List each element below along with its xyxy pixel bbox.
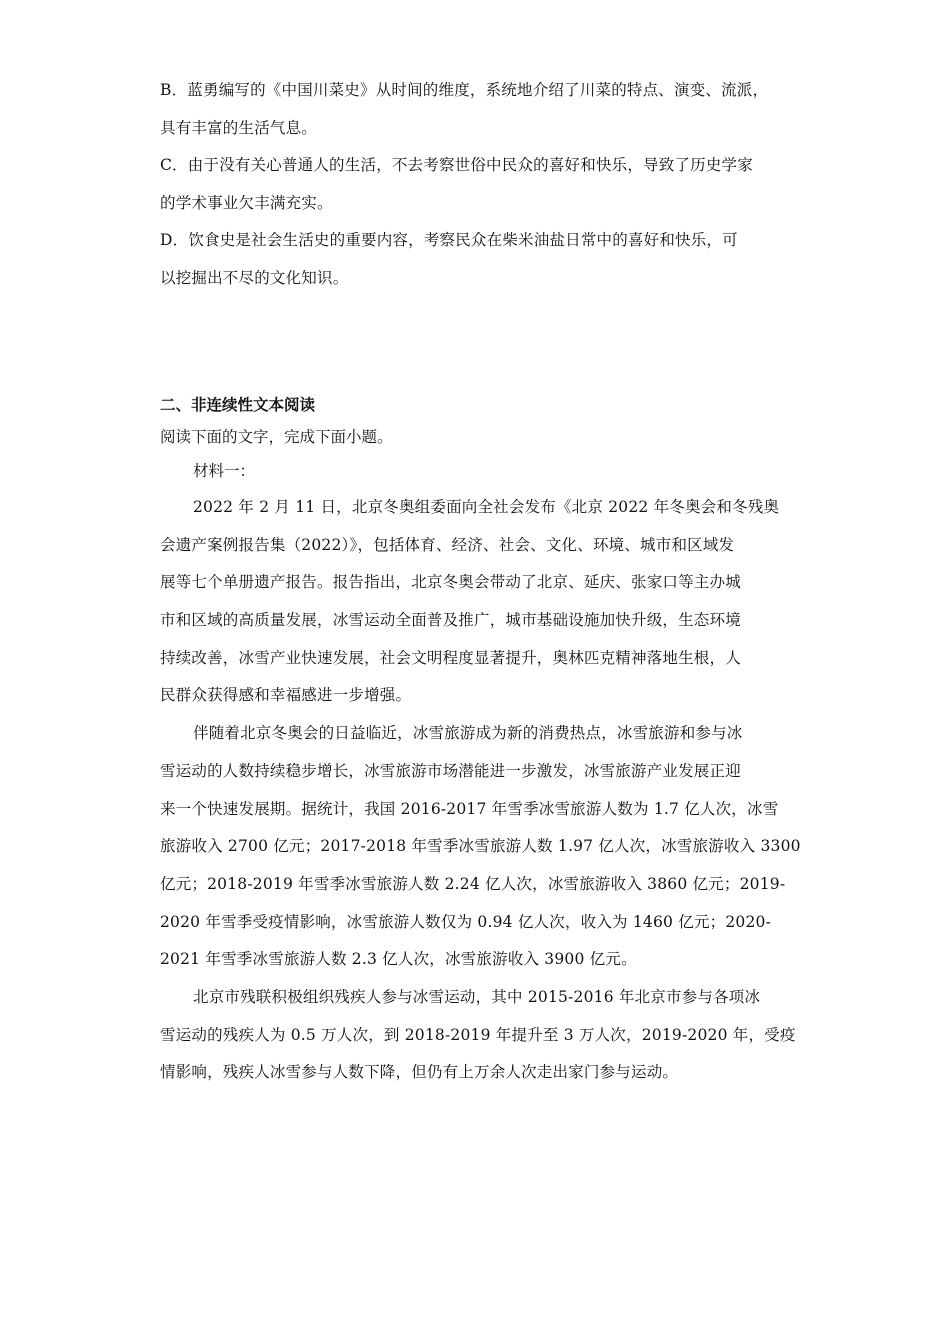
option-line: D．饮食史是社会生活史的重要内容，考察民众在柴米油盐日常中的喜好和快乐，可 xyxy=(160,231,738,249)
reading-prompt: 阅读下面的文字，完成下面小题。 xyxy=(160,428,393,446)
paragraph-2 xyxy=(160,715,800,979)
paragraph-line: 2022 年 2 月 11 日，北京冬奥组委面向全社会发布《北京 2022 年冬奥会和冬残奥 xyxy=(193,498,780,516)
section-spacer xyxy=(160,297,800,389)
paragraph-1 xyxy=(160,489,800,715)
paragraph-line: 北京市残联积极组织残疾人参与冰雪运动，其中 2015-2016 年北京市参与各项冰 xyxy=(193,987,761,1006)
paragraph-line: 2021 年雪季冰雪旅游人数 2.3 亿人次，冰雪旅游收入 3900 亿元。 xyxy=(160,950,637,969)
paragraph-line: 雪运动的人数持续稳步增长，冰雪旅游市场潜能进一步激发，冰雪旅游产业发展正迎 xyxy=(160,761,741,780)
paragraph-line: 亿元；2018-2019 年雪季冰雪旅游人数 2.24 亿人次，冰雪旅游收入 3860 亿元；2019- xyxy=(160,874,786,893)
paragraph-line: 展等七个单册遗产报告。报告指出，北京冬奥会带动了北京、延庆、张家口等主办城 xyxy=(160,573,741,592)
paragraph-3 xyxy=(160,979,800,1092)
option-line: 具有丰富的生活气息。 xyxy=(160,118,318,137)
document-page xyxy=(160,72,800,1092)
paragraph-line: 旅游收入 2700 亿元；2017-2018 年雪季冰雪旅游人数 1.97 亿人次，冰雪旅游收入 3300 xyxy=(160,837,801,856)
option-line: B．蓝勇编写的《中国川菜史》从时间的维度，系统地介绍了川菜的特点、演变、流派， xyxy=(160,81,769,99)
option-line: 的学术事业欠丰满充实。 xyxy=(160,193,333,212)
option-d xyxy=(160,222,800,297)
paragraph-line: 持续改善，冰雪产业快速发展，社会文明程度显著提升，奥林匹克精神落地生根，人 xyxy=(160,648,741,667)
paragraph-line: 伴随着北京冬奥会的日益临近，冰雪旅游成为新的消费热点，冰雪旅游和参与冰 xyxy=(193,724,743,743)
paragraph-line: 情影响，残疾人冰雪参与人数下降，但仍有上万余人次走出家门参与运动。 xyxy=(160,1063,679,1082)
option-line: 以挖掘出不尽的文化知识。 xyxy=(160,268,349,287)
paragraph-line: 民群众获得感和幸福感进一步增强。 xyxy=(160,686,412,705)
paragraph-line: 来一个快速发展期。据统计，我国 2016-2017 年雪季冰雪旅游人数为 1.7 亿人次，冰雪 xyxy=(160,799,779,818)
paragraph-line: 2020 年雪季受疫情影响，冰雪旅游人数仅为 0.94 亿人次，收入为 1460 亿元；2020- xyxy=(160,912,772,931)
option-line: C．由于没有关心普通人的生活，不去考察世俗中民众的喜好和快乐，导致了历史学家 xyxy=(160,156,753,174)
section-heading: 二、非连续性文本阅读 xyxy=(160,396,316,414)
option-c xyxy=(160,147,800,222)
material-label: 材料一： xyxy=(193,462,256,480)
paragraph-line: 雪运动的残疾人为 0.5 万人次，到 2018-2019 年提升至 3 万人次，2019-2020 年，受疫 xyxy=(160,1025,796,1044)
paragraph-line: 会遗产案例报告集（2022）》，包括体育、经济、社会、文化、环境、城市和区域发 xyxy=(160,535,735,554)
option-b xyxy=(160,72,800,147)
paragraph-line: 市和区域的高质量发展，冰雪运动全面普及推广，城市基础设施加快升级，生态环境 xyxy=(160,611,741,630)
